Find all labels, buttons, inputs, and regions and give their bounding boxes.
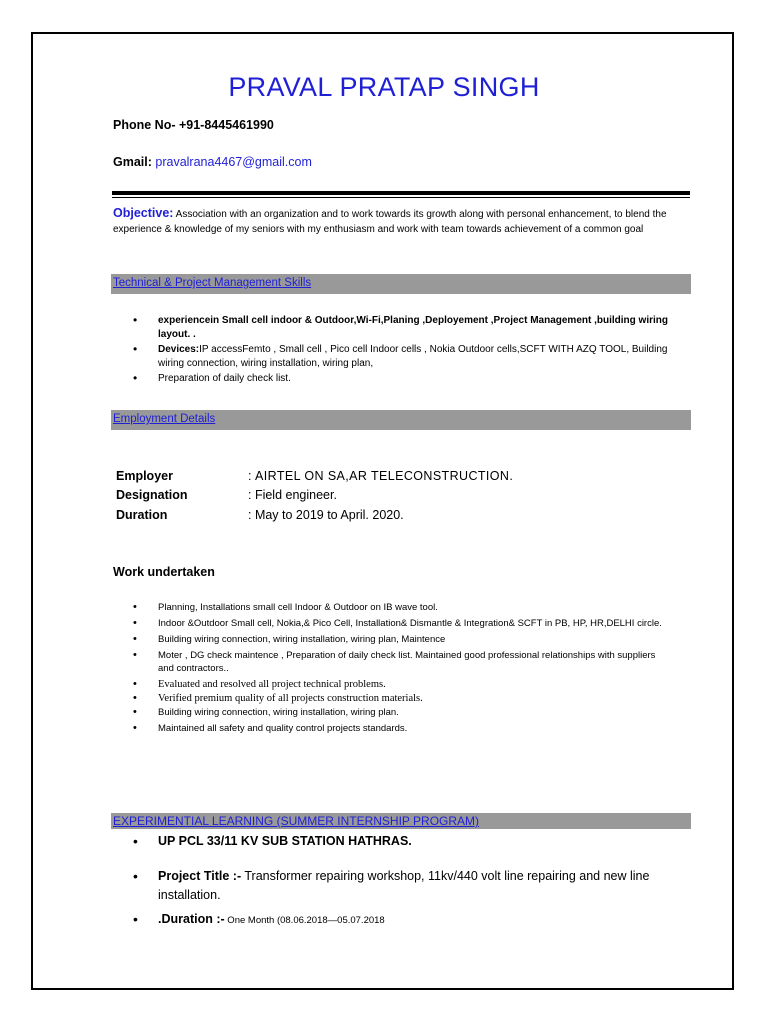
email-line: [113, 155, 312, 169]
internship-section-header: [111, 813, 691, 829]
duration-value: : May to 2019 to April. 2020.: [248, 508, 404, 522]
duration-label: Duration: [116, 508, 168, 522]
internship-list: [133, 832, 673, 930]
email-label: Gmail:: [113, 155, 156, 169]
work-list: [133, 601, 673, 738]
objective-label: Objective:: [113, 206, 174, 220]
list-item: • Moter , DG check maintence , Preparation of daily check list. Maintained good professional relationships with suppliers and contractors..: [133, 649, 673, 675]
list-item: • UP PCL 33/11 KV SUB STATION HATHRAS.: [133, 832, 673, 851]
list-item: • Evaluated and resolved all project technical problems.: [133, 678, 673, 691]
objective-paragraph: [113, 206, 693, 237]
list-item: • Building wiring connection, wiring installation, wiring plan, Maintence: [133, 633, 673, 646]
list-item: • experiencein Small cell indoor & Outdoor,Wi-Fi,Planing ,Deployement ,Project Management ,building wiring layout. .: [133, 314, 673, 341]
list-item: • Project Title :- Transformer repairing workshop, 11kv/440 volt line repairing and new line installation.: [133, 867, 673, 905]
skills-section-header: [111, 274, 691, 294]
header-divider-thin: [112, 197, 690, 198]
list-item: • Preparation of daily check list.: [133, 372, 673, 386]
list-item: • Devices:IP accessFemto , Small cell , Pico cell Indoor cells , Nokia Outdoor cells,SCFT WITH AZQ TOOL, Building wiring connection, wiring installation, wiring plan,: [133, 343, 673, 370]
employer-label: Employer: [116, 469, 173, 483]
list-item: • Maintained all safety and quality control projects standards.: [133, 722, 673, 735]
candidate-name: PRAVAL PRATAP SINGH: [228, 72, 540, 102]
list-item: • Verified premium quality of all projects construction materials.: [133, 692, 673, 705]
skills-list: [133, 314, 673, 388]
phone-label: Phone No-: [113, 118, 179, 132]
internship-section-title[interactable]: EXPERIMENTIAL LEARNING (SUMMER INTERNSHIP PROGRAM): [113, 814, 480, 828]
designation-label: Designation: [116, 488, 188, 502]
skills-section-title[interactable]: Technical & Project Management Skills: [113, 277, 312, 289]
email-link[interactable]: pravalrana4467@gmail.com: [155, 155, 312, 169]
phone-value: +91-8445461990: [178, 118, 274, 132]
list-item: • Building wiring connection, wiring installation, wiring plan.: [133, 706, 673, 719]
list-item: • .Duration :- One Month (08.06.2018—05.07.2018: [133, 910, 673, 930]
objective-text: Association with an organization and to work towards its growth along with personal enhancement, to blend the experience & knowledge of my seniors with my enthusiasm and work with team towards achievement of a common goal: [113, 209, 667, 235]
work-undertaken-title: Work undertaken: [113, 565, 215, 579]
list-item: • Indoor &Outdoor Small cell, Nokia,& Pico Cell, Installation& Dismantle & Integration& SCFT in PB, HP, HR,DELHI circle.: [133, 617, 673, 630]
header-divider-thick: [112, 191, 690, 195]
employment-section-title[interactable]: Employment Details: [113, 413, 216, 425]
list-item: • Planning, Installations small cell Indoor & Outdoor on IB wave tool.: [133, 601, 673, 614]
employment-section-header: [111, 410, 691, 430]
employer-value: : AIRTEL ON SA,AR TELECONSTRUCTION.: [248, 469, 514, 483]
phone-line: [113, 118, 274, 132]
designation-value: : Field engineer.: [248, 488, 337, 502]
